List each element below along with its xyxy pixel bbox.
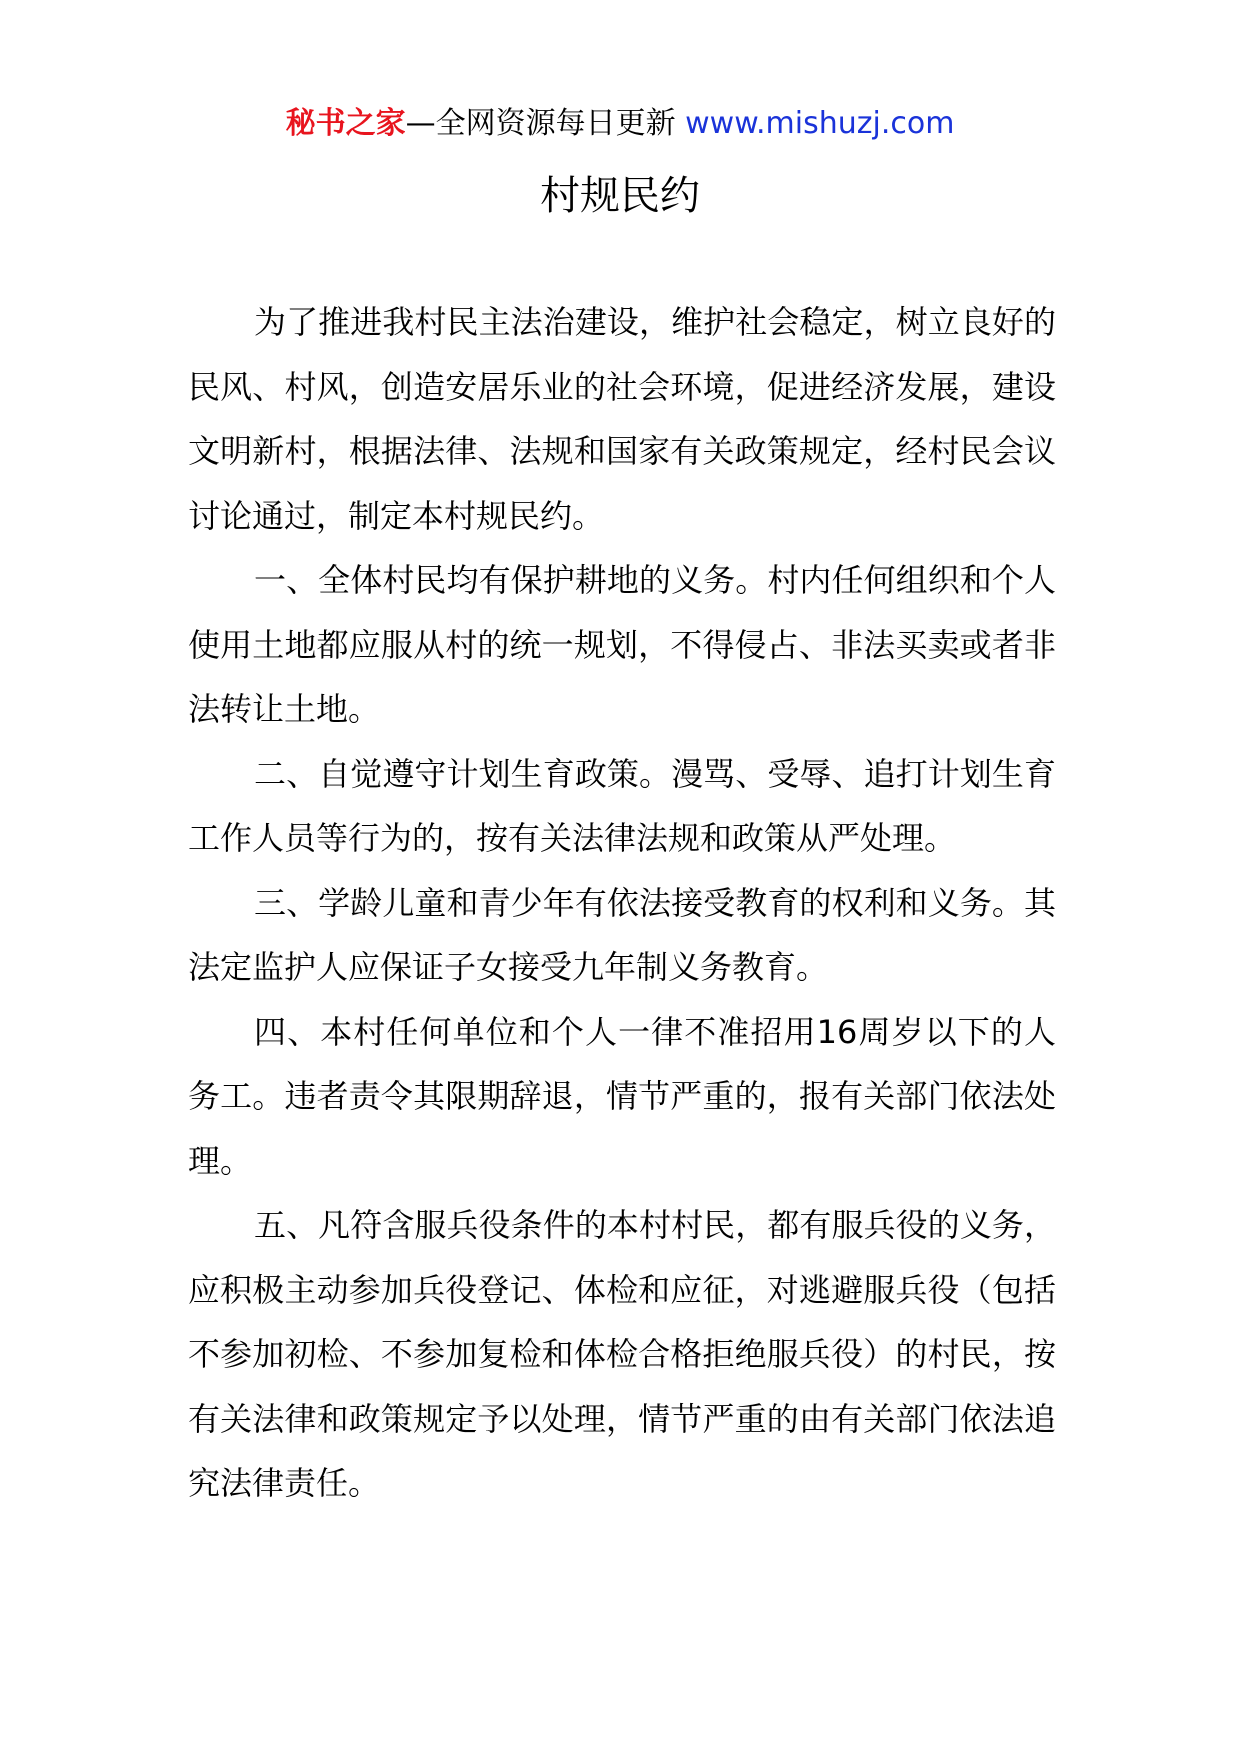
article-2-paragraph: 二、自觉遵守计划生育政策。漫骂、受辱、追打计划生育工作人员等行为的，按有关法律法规和政策从严处理。	[188, 754, 1056, 857]
site-header	[0, 100, 1240, 148]
article-4-paragraph: 四、本村任何单位和个人一律不准招用16周岁以下的人务工。违者责令其限期辞退，情节严重的，报有关部门依法处理。	[188, 1012, 1056, 1180]
preamble-paragraph: 为了推进我村民主法治建设，维护社会稳定，树立良好的民风、村风，创造安居乐业的社会环境，促进经济发展，建设文明新村，根据法律、法规和国家有关政策规定，经村民会议讨论通过，制定本村规民约。	[188, 303, 1056, 535]
article-5-paragraph: 五、凡符含服兵役条件的本村村民，都有服兵役的义务，应积极主动参加兵役登记、体检和应征，对逃避服兵役（包括不参加初检、不参加复检和体检合格拒绝服兵役）的村民，按有关法律和政策规定予以处理，情节严重的由有关部门依法追究法律责任。	[188, 1206, 1056, 1502]
site-tagline: —全网资源每日更新	[405, 106, 676, 141]
article-1-paragraph: 一、全体村民均有保护耕地的义务。村内任何组织和个人使用土地都应服从村的统一规划，不得侵占、非法买卖或者非法转让土地。	[188, 561, 1056, 728]
document-title: 村规民约	[540, 173, 700, 219]
site-url-link[interactable]: www.mishuzj.com	[685, 106, 955, 141]
document-body	[188, 290, 1056, 1516]
article-3-paragraph: 三、学龄儿童和青少年有依法接受教育的权利和义务。其法定监护人应保证子女接受九年制义务教育。	[188, 883, 1056, 986]
brand-name: 秘书之家	[285, 106, 406, 141]
